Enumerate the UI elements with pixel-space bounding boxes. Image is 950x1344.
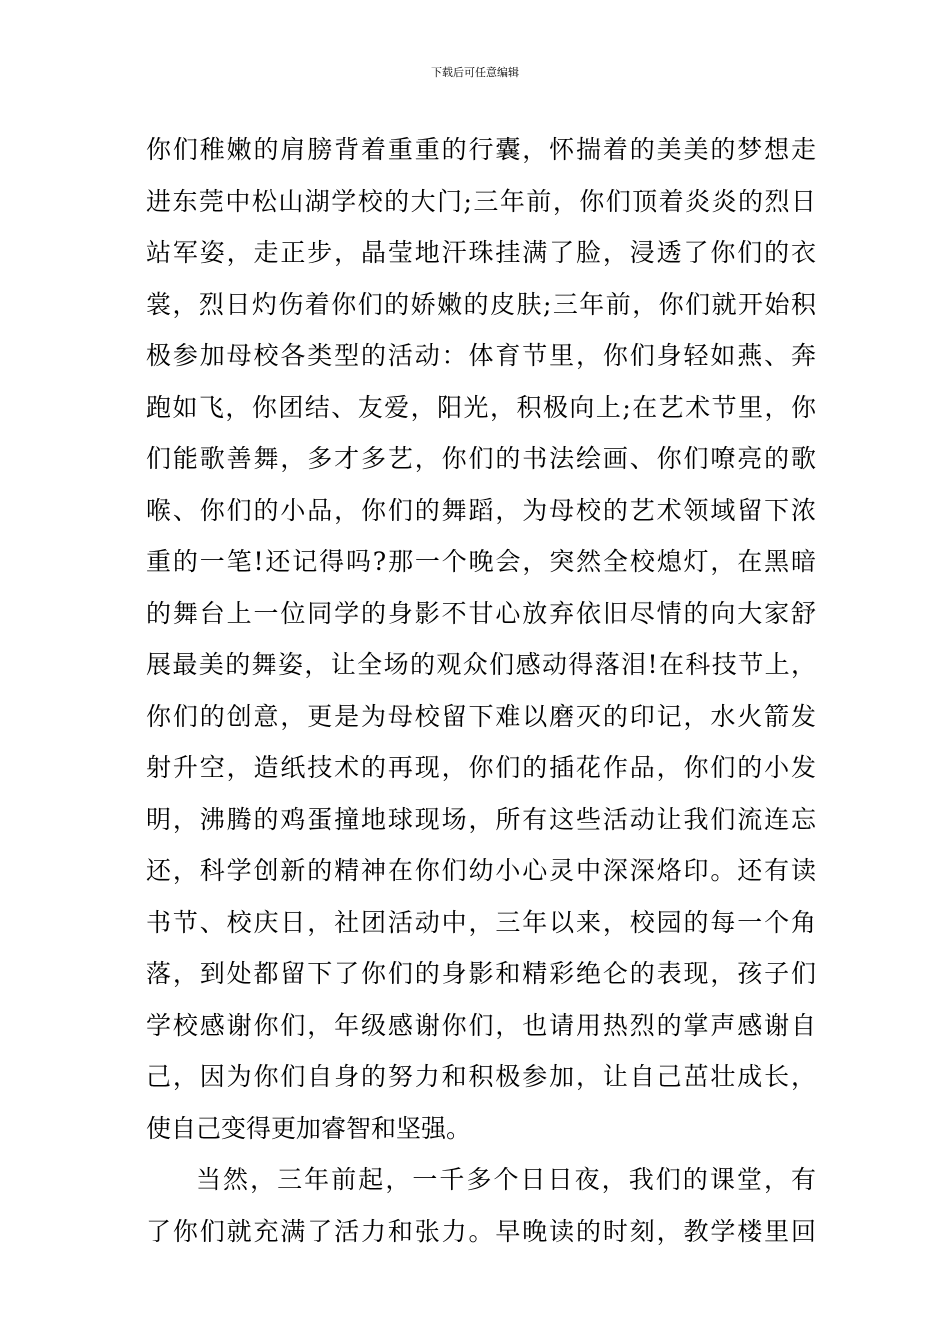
text-line: 射升空，造纸技术的再现，你们的插花作品，你们的小发 <box>146 753 816 782</box>
text-line: 的舞台上一位同学的身影不甘心放弃依旧尽情的向大家舒 <box>146 598 816 628</box>
paragraph-end-line: 使自己变得更加睿智和坚强。 <box>146 1113 472 1143</box>
text-line: 裳，烈日灼伤着你们的娇嫩的皮肤;三年前，你们就开始积 <box>146 289 816 319</box>
text-line: 书节、校庆日，社团活动中，三年以来，校园的每一个角 <box>146 907 816 937</box>
text-line: 跑如飞，你团结、友爱，阳光，积极向上;在艺术节里，你 <box>146 392 816 422</box>
paragraph-start-line: 当然，三年前起，一千多个日日夜，我们的课堂，有 <box>196 1165 816 1194</box>
page-header: 下载后可任意编辑 <box>431 66 519 79</box>
text-line: 还，科学创新的精神在你们幼小心灵中深深烙印。还有读 <box>146 856 816 885</box>
text-line: 展最美的舞姿，让全场的观众们感动得落泪!在科技节上， <box>146 650 816 679</box>
text-line: 喉、你们的小品，你们的舞蹈，为母校的艺术领域留下浓 <box>146 495 816 525</box>
text-line: 明，沸腾的鸡蛋撞地球现场，所有这些活动让我们流连忘 <box>146 804 816 834</box>
text-line: 极参加母校各类型的活动：体育节里，你们身轻如燕、奔 <box>146 341 816 370</box>
text-line: 进东莞中松山湖学校的大门;三年前，你们顶着炎炎的烈日 <box>146 186 816 216</box>
text-line: 学校感谢你们，年级感谢你们，也请用热烈的掌声感谢自 <box>146 1010 816 1040</box>
text-line: 落，到处都留下了你们的身影和精彩绝仑的表现，孩子们 <box>146 959 816 988</box>
text-line: 重的一笔!还记得吗?那一个晚会，突然全校熄灯，在黑暗 <box>146 547 816 576</box>
text-line: 己，因为你们自身的努力和积极参加，让自己茁壮成长， <box>146 1062 816 1091</box>
text-line: 了你们就充满了活力和张力。早晚读的时刻，教学楼里回 <box>146 1216 816 1246</box>
text-line: 站军姿，走正步，晶莹地汗珠挂满了脸，浸透了你们的衣 <box>146 238 816 267</box>
body-text <box>146 124 816 1257</box>
text-line: 你们的创意，更是为母校留下难以磨灭的印记，水火箭发 <box>146 701 816 731</box>
text-line: 们能歌善舞，多才多艺，你们的书法绘画、你们嘹亮的歌 <box>146 444 816 473</box>
text-line: 你们稚嫩的肩膀背着重重的行囊，怀揣着的美美的梦想走 <box>146 135 816 164</box>
